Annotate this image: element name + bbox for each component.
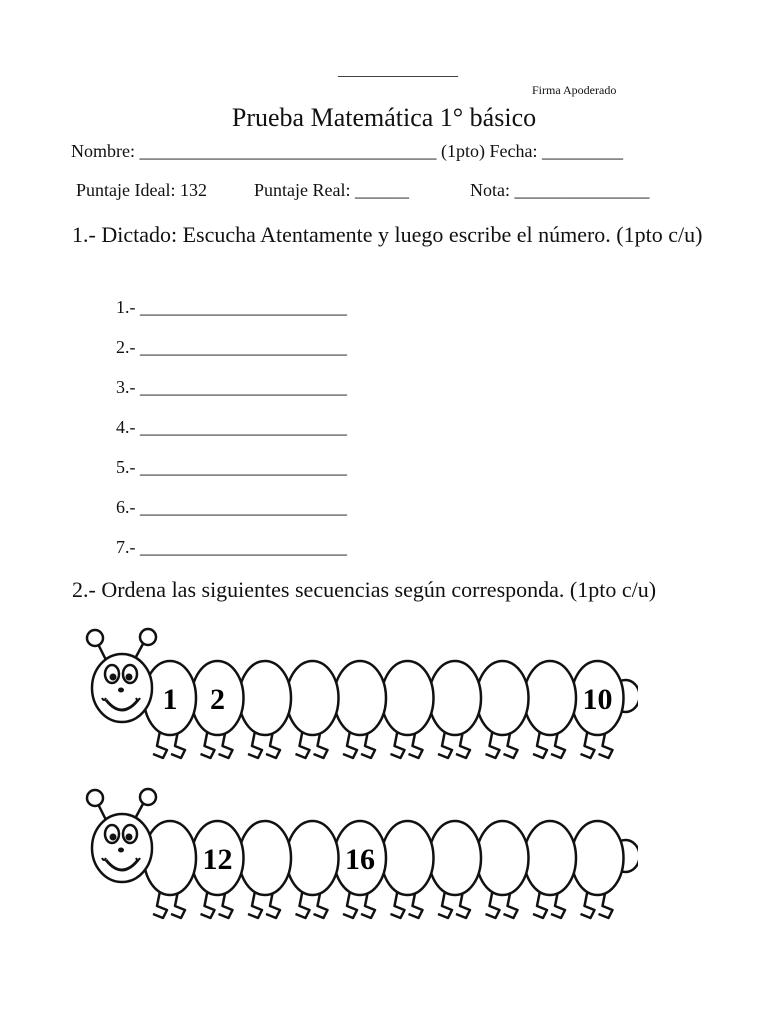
caterpillar-head-icon — [87, 789, 156, 882]
signature-line: _______________ — [338, 62, 458, 79]
segment-number: 1 — [162, 683, 178, 716]
body-segment — [524, 661, 576, 735]
segment-number: 16 — [345, 843, 375, 876]
body-segment — [382, 661, 434, 735]
grade-field: Nota: _______________ — [470, 180, 650, 200]
body-segment — [334, 661, 386, 735]
body-segment — [524, 821, 576, 895]
body-segment — [287, 661, 339, 735]
segment-number: 12 — [202, 843, 233, 876]
segment-number: 2 — [210, 683, 225, 716]
body-segment — [287, 821, 339, 895]
body-segment — [429, 661, 481, 735]
answer-line-1: 1.- _______________________ — [116, 297, 347, 317]
answer-line-6: 6.- _______________________ — [116, 497, 347, 517]
name-date-line: Nombre: _________________________________ (1pto) Fecha: _________ — [71, 141, 623, 161]
caterpillar-2-drawing — [78, 782, 638, 927]
body-segment — [239, 821, 291, 895]
caterpillar-1 — [78, 622, 638, 767]
body-segment — [477, 661, 529, 735]
caterpillar-1-drawing — [78, 622, 638, 767]
body-segment — [382, 821, 434, 895]
score-row — [76, 180, 716, 201]
body-segment — [239, 661, 291, 735]
ideal-score: Puntaje Ideal: 132 — [76, 180, 207, 200]
answer-line-7: 7.- _______________________ — [116, 537, 347, 557]
answer-line-2: 2.- _______________________ — [116, 337, 347, 357]
question-2-prompt: 2.- Ordena las siguientes secuencias según corresponda. (1pto c/u) — [72, 577, 657, 602]
body-segment — [429, 821, 481, 895]
real-score: Puntaje Real: ______ — [254, 180, 409, 200]
answer-line-3: 3.- _______________________ — [116, 377, 347, 397]
body-segment — [572, 821, 624, 895]
answer-line-5: 5.- _______________________ — [116, 457, 347, 477]
page-title: Prueba Matemática 1° básico — [231, 103, 537, 132]
answer-line-4: 4.- _______________________ — [116, 417, 347, 437]
segment-number: 10 — [582, 683, 613, 716]
caterpillar-2 — [78, 782, 638, 927]
signature-label: Firma Apoderado — [532, 83, 617, 97]
question-1-prompt: 1.- Dictado: Escucha Atentamente y luego escribe el número. (1pto c/u) — [72, 222, 703, 247]
body-segment — [477, 821, 529, 895]
caterpillar-head-icon — [87, 629, 156, 722]
